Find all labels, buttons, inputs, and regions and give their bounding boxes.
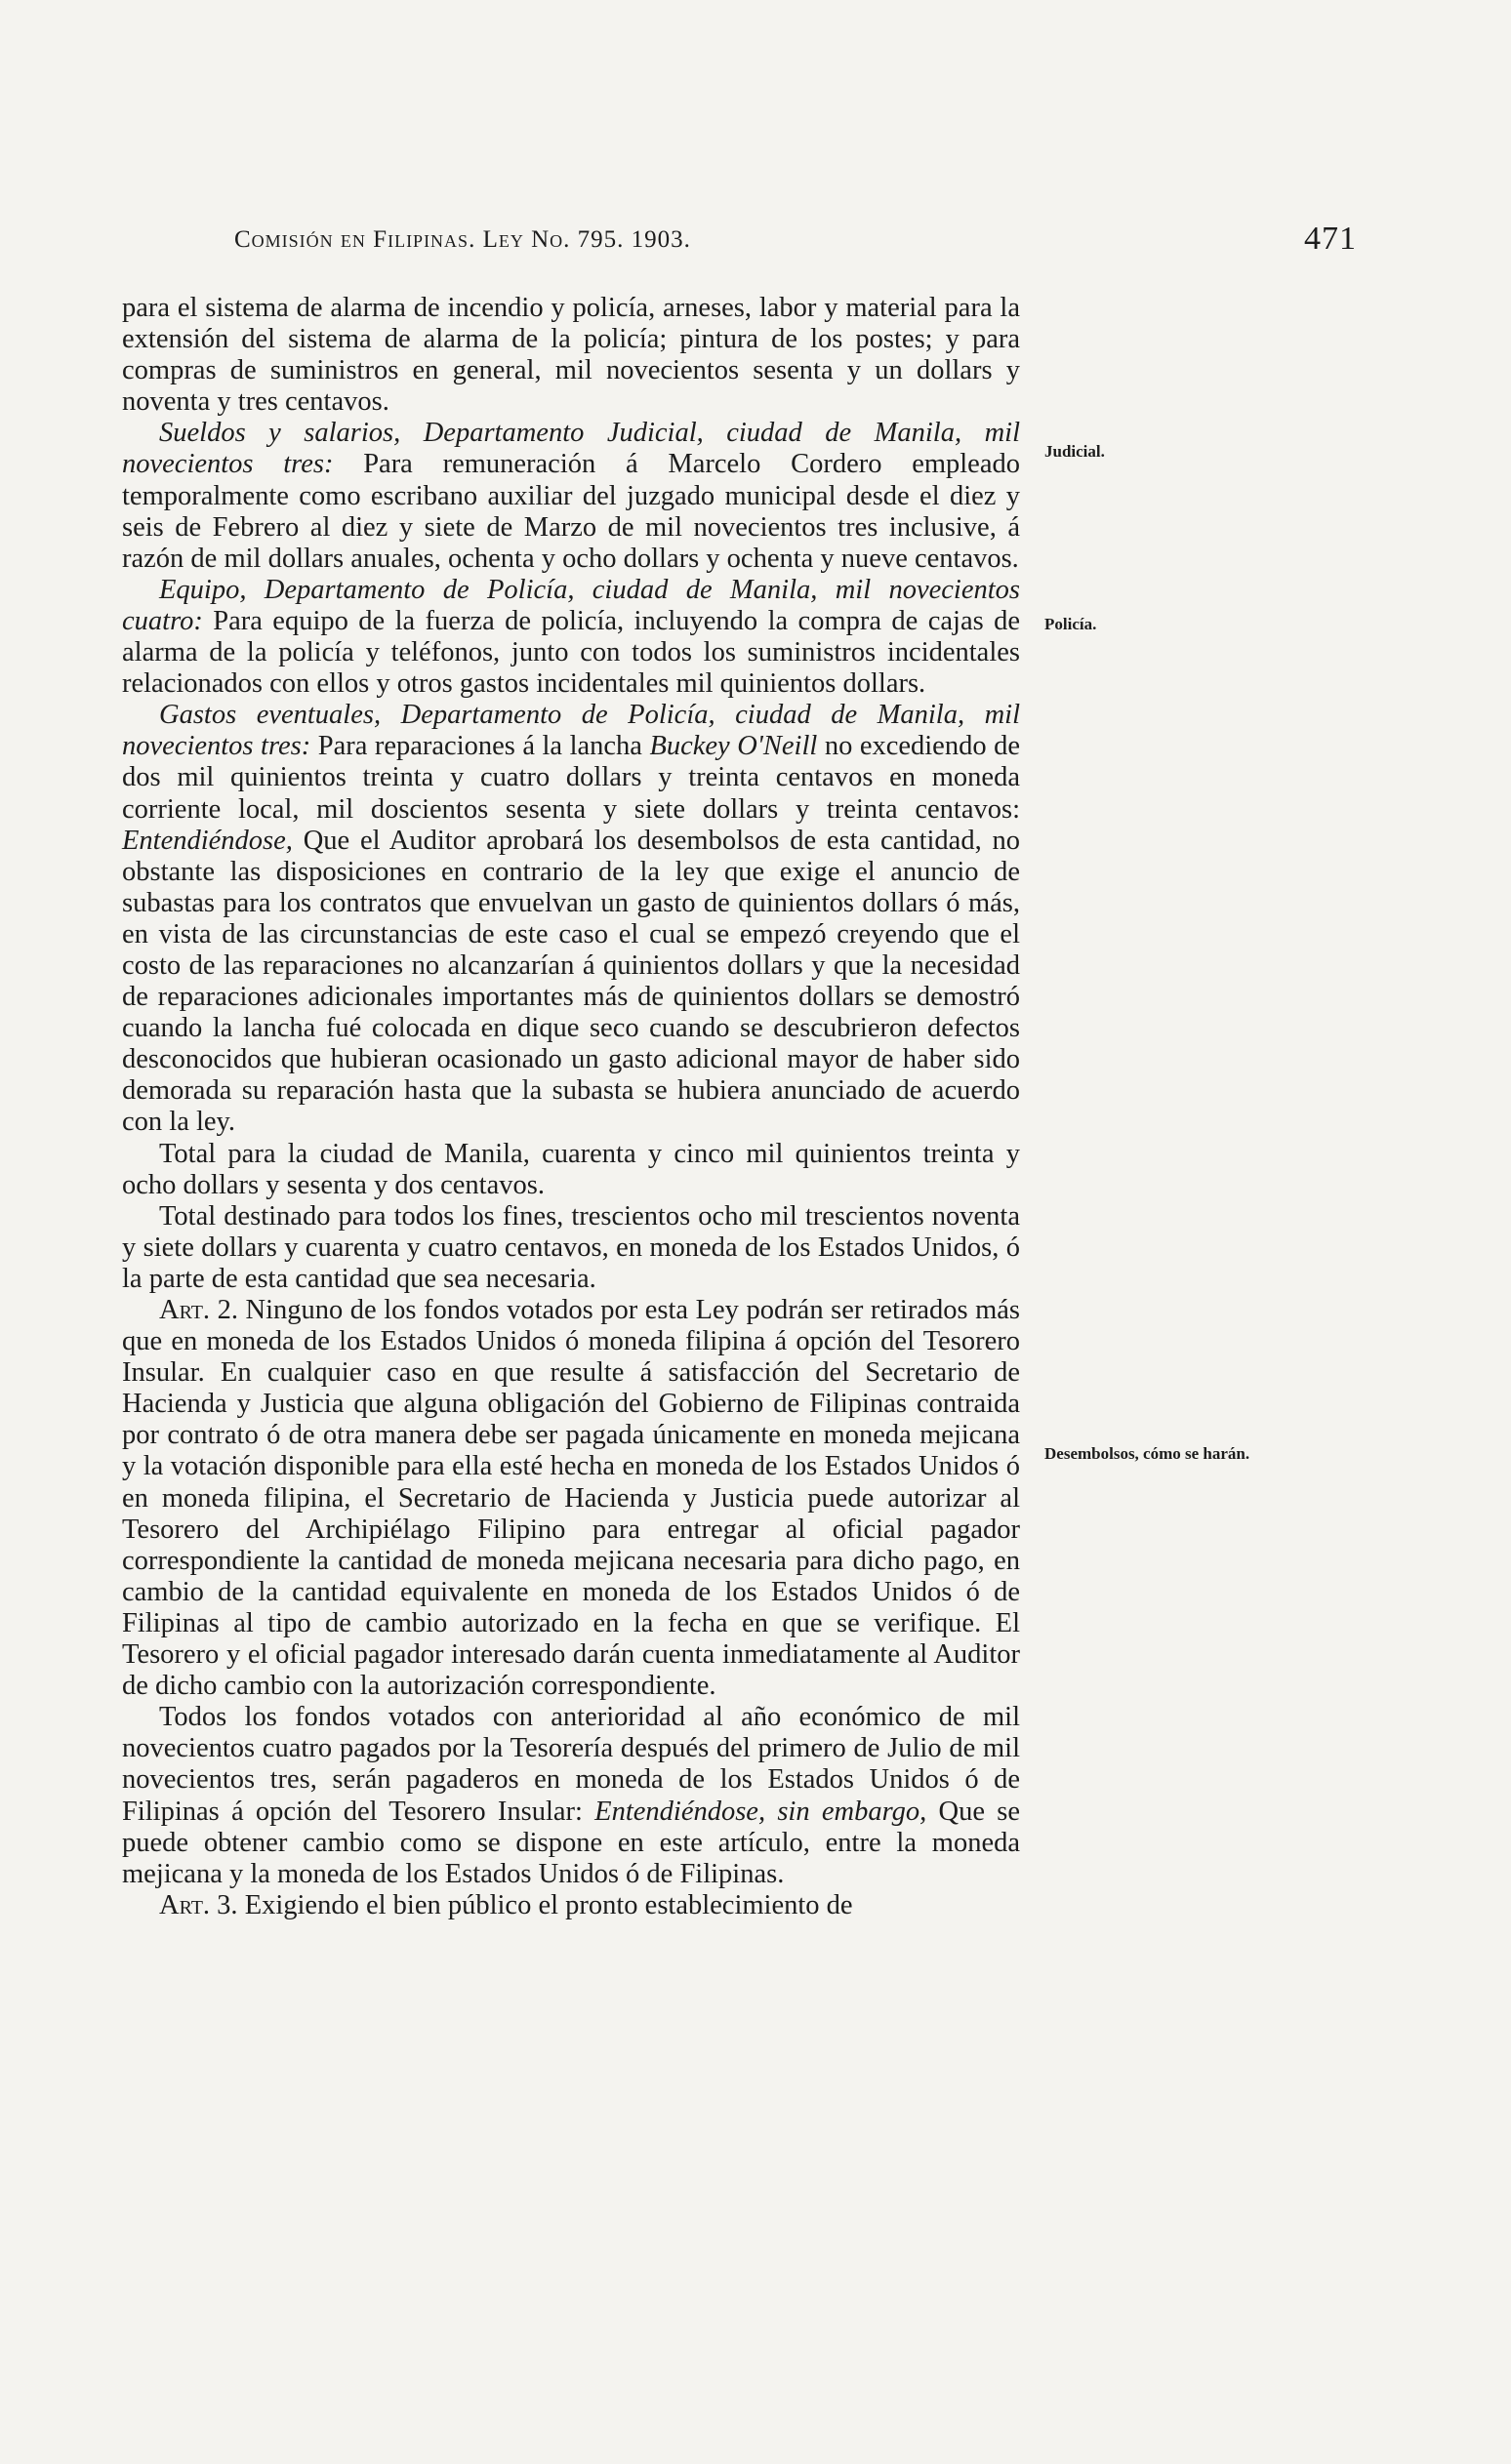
proviso: Entendiéndose, sin embargo, (594, 1796, 927, 1827)
paragraph-art-3 (122, 1890, 1020, 1921)
paragraph-text: Que el Auditor aprobará los desembolsos de esta cantidad, no obstante las disposiciones en contrario de la ley que exige el anuncio de subastas para los contratos que envuelvan un gasto de quinientos dollars ó más, en vista de las circunstancias de este caso el cual se empezó creyendo que el costo de las reparaciones no alcanzarían á quinientos dollars y que la necesidad de reparaciones adicionales importantes más de quinientos dollars se demostró cuando la lancha fué colocada en dique seco cuando se descubrieron defectos desconocidos que hubieran ocasionado un gasto adicional mayor de haber sido demorada su reparación hasta que la subasta se hubiera anunciado de acuerdo con la ley. (122, 825, 1020, 1138)
paragraph-text: Ninguno de los fondos votados por esta Ley podrán ser retirados más que en moneda de los Estados Unidos ó moneda filipina á opción del Tesorero Insular. En cualquier caso en que resulte á satisfacción del Secretario de Hacienda y Justicia que alguna obligación del Gobierno de Filipinas contraida por contrato ó de otra manera debe ser pagada únicamente en moneda mejicana y la votación disponible para ella esté hecha en moneda de los Estados Unidos ó en moneda filipina, el Secretario de Hacienda y Justicia puede autorizar al Tesorero del Archipiélago Filipino para entregar al oficial pagador correspondiente la cantidad de moneda mejicana necesaria para dicho pago, en cambio de la cantidad equivalente en moneda de los Estados Unidos ó de Filipinas al tipo de cambio autorizado en la fecha en que se verifique. El Tesorero y el oficial pagador interesado darán cuenta inmediatamente al Auditor de dicho cambio con la autorización correspondiente. (122, 1295, 1021, 1702)
paragraph-text: Para remuneración á Marcelo Cordero empleado temporalmente como escribano auxiliar del juzgado municipal desde el diez y seis de Febrero al diez y siete de Marzo de mil novecientos tres inclusive, á razón de mil dollars anuales, ochenta y ocho dollars y ochenta y nueve centavos. (122, 449, 1020, 574)
article-label: Art. 2. (159, 1295, 238, 1325)
margin-note-judicial: Judicial. (1044, 442, 1105, 461)
body-text (122, 293, 1020, 1921)
proviso: Entendiéndose, (122, 825, 293, 856)
page-number: 471 (1304, 221, 1357, 257)
paragraph-sueldos (122, 418, 1020, 574)
paragraph-text: no excediendo de dos mil quinientos treinta y cuatro dollars y treinta centavos en moneda corriente local, mil doscientos sesenta y siete dollars y treinta centavos: (122, 731, 1020, 825)
article-label: Art. 3. (159, 1889, 238, 1920)
section-heading: Equipo, Departamento de Policía, ciudad de Manila, mil novecientos cuatro: (122, 574, 1020, 636)
section-heading: Sueldos y salarios, Departamento Judicial, ciudad de Manila, mil novecientos tres: (122, 418, 1020, 480)
section-heading: Gastos eventuales, Departamento de Policía, ciudad de Manila, mil novecientos tres: (122, 700, 1020, 762)
page-header (234, 221, 1357, 257)
ship-name: Buckey O'Neill (649, 731, 818, 762)
running-title: Comisión en Filipinas. Ley No. 795. 1903. (234, 226, 691, 253)
margin-note-policia: Policía. (1044, 615, 1097, 633)
paragraph-text: Para equipo de la fuerza de policía, incluyendo la compra de cajas de alarma de la policía y teléfonos, junto con todos los suministros incidentales relacionados con ellos y otros gastos incidentales mil quinientos dollars. (122, 605, 1020, 700)
paragraph-text: Todos los fondos votados con anterioridad al año económico de mil novecientos cuatro pagados por la Tesorería después del primero de Julio de mil novecientos tres, serán pagaderos en moneda de los Estados Unidos ó de Filipinas á opción del Tesorero Insular: (122, 1702, 1020, 1827)
paragraph-art-2 (122, 1295, 1020, 1702)
paragraph-text: Exigiendo el bien público el pronto establecimiento de (237, 1889, 853, 1920)
paragraph-text: Para reparaciones á la lancha (310, 731, 650, 762)
margin-note-desembolsos: Desembolsos, cómo se harán. (1044, 1444, 1250, 1463)
paragraph: para el sistema de alarma de incendio y policía, arneses, labor y material para la extensión del sistema de alarma de la policía; pintura de los postes; y para compras de suministros en general, mil novecientos sesenta y un dollars y noventa y tres centavos. (122, 293, 1020, 418)
paragraph-text: Que se puede obtener cambio como se dispone en este artículo, entre la moneda mejicana y la moneda de los Estados Unidos ó de Filipinas. (122, 1796, 1020, 1889)
paragraph-equipo (122, 575, 1020, 700)
paragraph-fondos (122, 1702, 1020, 1890)
paragraph-total-general: Total destinado para todos los fines, trescientos ocho mil trescientos noventa y siete dollars y cuarenta y cuatro centavos, en moneda de los Estados Unidos, ó la parte de esta cantidad que sea necesaria. (122, 1200, 1020, 1294)
paragraph-total-manila: Total para la ciudad de Manila, cuarenta y cinco mil quinientos treinta y ocho dollars y sesenta y dos centavos. (122, 1138, 1020, 1200)
paragraph-gastos (122, 700, 1020, 1138)
